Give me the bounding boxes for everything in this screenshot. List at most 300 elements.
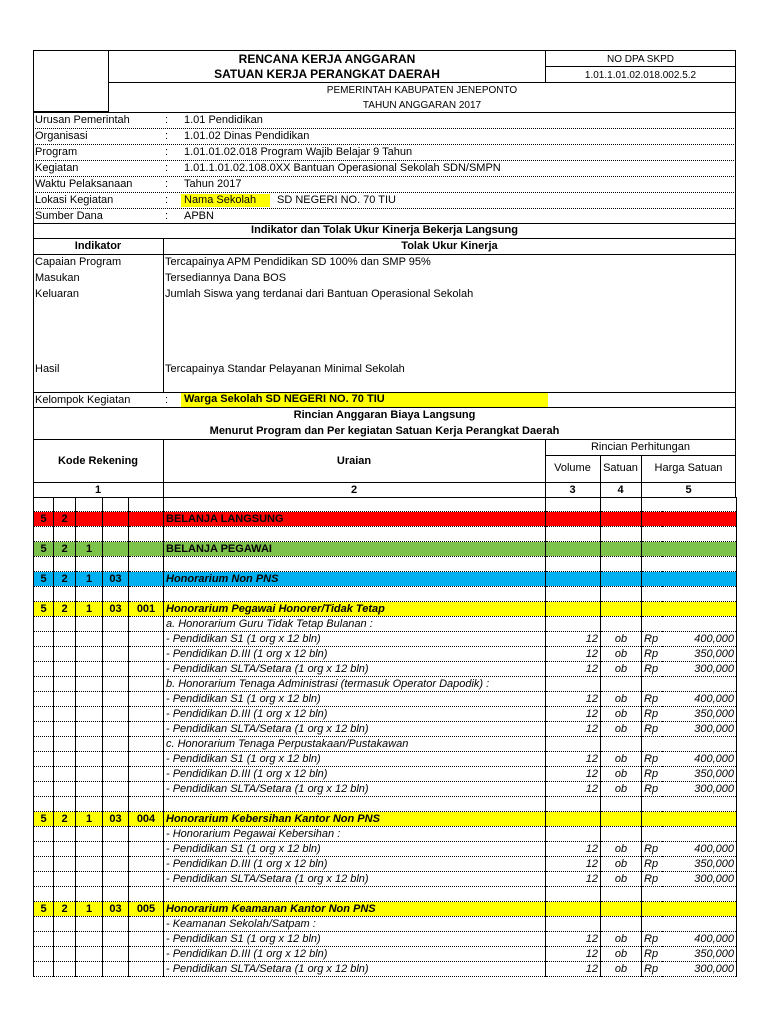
uraian-cell: BELANJA PEGAWAI: [164, 542, 546, 557]
kode-cell: [129, 917, 164, 932]
kode-cell: [54, 557, 76, 572]
kode-cell: [34, 887, 54, 902]
volume-cell: [546, 797, 601, 812]
satuan-cell: [601, 827, 642, 842]
info-value: Nama Sekolah: [181, 194, 270, 207]
kode-cell: 5: [34, 572, 54, 587]
volume-cell: [546, 602, 601, 617]
rp-cell: Rp: [642, 932, 662, 947]
harga-cell: [662, 557, 737, 572]
kode-cell: [129, 797, 164, 812]
kode-cell: [76, 722, 103, 737]
kode-cell: [76, 857, 103, 872]
kode-cell: [129, 857, 164, 872]
harga-cell: 300,000: [662, 662, 737, 677]
kode-cell: [129, 842, 164, 857]
uraian-cell: [164, 587, 546, 602]
kode-cell: [54, 587, 76, 602]
volume-cell: [546, 617, 601, 632]
indikator-label-keluaran: Keluaran: [35, 288, 80, 300]
rp-cell: [642, 617, 662, 632]
kode-cell: 03: [103, 572, 129, 587]
harga-cell: 300,000: [662, 722, 737, 737]
kode-cell: [54, 752, 76, 767]
uraian-cell: [164, 797, 546, 812]
kode-cell: [103, 947, 129, 962]
volume-cell: 12: [546, 932, 601, 947]
pemda-text: PEMERINTAH KABUPATEN JENEPONTO: [326, 85, 518, 96]
kode-cell: [54, 917, 76, 932]
kode-cell: [76, 782, 103, 797]
kode-cell: [54, 722, 76, 737]
kode-cell: [103, 647, 129, 662]
kode-cell: 2: [54, 512, 76, 527]
kode-cell: [34, 527, 54, 542]
kode-cell: [34, 662, 54, 677]
info-value: 1.01.1.01.02.108.0XX Bantuan Operasional Sekolah SDN/SMPN: [184, 162, 501, 174]
table-row: [34, 887, 737, 902]
table-row: [34, 722, 737, 737]
harga-cell: [662, 497, 737, 512]
kode-cell: [103, 767, 129, 782]
harga-cell: [662, 587, 737, 602]
rp-cell: Rp: [642, 752, 662, 767]
table-row: [34, 782, 737, 797]
harga-satuan-header: Harga Satuan: [654, 462, 723, 474]
kode-cell: [76, 707, 103, 722]
kode-cell: [54, 527, 76, 542]
info-label: Program: [35, 146, 78, 158]
kode-cell: [76, 527, 103, 542]
table-row: [34, 602, 737, 617]
kode-cell: [103, 797, 129, 812]
volume-cell: [546, 902, 601, 917]
kode-cell: 001: [129, 602, 164, 617]
table-row: [34, 572, 737, 587]
table-row: [34, 752, 737, 767]
volume-cell: 12: [546, 662, 601, 677]
satuan-cell: [601, 497, 642, 512]
table-row: [34, 797, 737, 812]
uraian-cell: Honorarium Kebersihan Kantor Non PNS: [164, 812, 546, 827]
kode-cell: 1: [76, 902, 103, 917]
kode-cell: [129, 617, 164, 632]
rp-cell: Rp: [642, 722, 662, 737]
kode-cell: [54, 932, 76, 947]
kode-cell: [129, 962, 164, 977]
uraian-cell: BELANJA LANGSUNG: [164, 512, 546, 527]
satuan-cell: ob: [601, 767, 642, 782]
kode-cell: [34, 767, 54, 782]
kode-cell: [129, 887, 164, 902]
kode-cell: [34, 647, 54, 662]
kode-cell: 2: [54, 542, 76, 557]
satuan-cell: ob: [601, 947, 642, 962]
satuan-cell: [601, 542, 642, 557]
uraian-cell: - Honorarium Pegawai Kebersihan :: [164, 827, 546, 842]
harga-cell: 400,000: [662, 692, 737, 707]
harga-cell: 300,000: [662, 962, 737, 977]
rp-cell: Rp: [642, 842, 662, 857]
kode-cell: [129, 557, 164, 572]
harga-cell: 400,000: [662, 752, 737, 767]
satuan-cell: [601, 737, 642, 752]
kelompok-value: Warga Sekolah SD NEGERI NO. 70 TIU: [181, 393, 548, 407]
volume-cell: [546, 512, 601, 527]
satuan-cell: ob: [601, 662, 642, 677]
kode-cell: [34, 557, 54, 572]
kode-cell: [76, 917, 103, 932]
kode-rekening-header: Kode Rekening: [57, 455, 139, 467]
kode-cell: [54, 497, 76, 512]
uraian-cell: - Pendidikan SLTA/Setara (1 org x 12 bln): [164, 662, 546, 677]
kode-cell: [76, 947, 103, 962]
kode-cell: 5: [34, 812, 54, 827]
kode-cell: [129, 512, 164, 527]
uraian-cell: - Pendidikan S1 (1 org x 12 bln): [164, 692, 546, 707]
kode-cell: 03: [103, 812, 129, 827]
volume-cell: 12: [546, 707, 601, 722]
kode-cell: [34, 497, 54, 512]
kode-cell: 2: [54, 602, 76, 617]
uraian-cell: [164, 497, 546, 512]
satuan-cell: [601, 887, 642, 902]
uraian-cell: [164, 887, 546, 902]
indikator-value-hasil: Tercapainya Standar Pelayanan Minimal Sekolah: [165, 363, 405, 375]
volume-cell: [546, 827, 601, 842]
kode-cell: [54, 737, 76, 752]
info-label: Organisasi: [35, 130, 88, 142]
rp-cell: Rp: [642, 647, 662, 662]
table-row: [34, 707, 737, 722]
kode-cell: [34, 617, 54, 632]
uraian-cell: c. Honorarium Tenaga Perpustakaan/Pustakawan: [164, 737, 546, 752]
kode-cell: [103, 677, 129, 692]
kode-cell: [129, 872, 164, 887]
kode-cell: [54, 767, 76, 782]
indikator-value-keluaran: Jumlah Siswa yang terdanai dari Bantuan Operasional Sekolah: [165, 288, 474, 300]
info-colon: :: [165, 194, 169, 206]
table-row: [34, 692, 737, 707]
rp-cell: [642, 902, 662, 917]
kode-cell: [34, 737, 54, 752]
kode-cell: [34, 872, 54, 887]
table-row: [34, 542, 737, 557]
kode-cell: [76, 587, 103, 602]
kode-cell: 1: [76, 812, 103, 827]
table-row: [34, 917, 737, 932]
satuan-cell: [601, 917, 642, 932]
volume-cell: 12: [546, 752, 601, 767]
table-row: [34, 962, 737, 977]
kode-cell: [34, 587, 54, 602]
info-value: 1.01.01.02.018 Program Wajib Belajar 9 Tahun: [184, 146, 413, 158]
kode-cell: [103, 932, 129, 947]
satuan-cell: [601, 797, 642, 812]
kode-cell: [34, 917, 54, 932]
rincian-perhitungan-header: Rincian Perhitungan: [590, 441, 691, 453]
kode-cell: [129, 692, 164, 707]
harga-cell: 400,000: [662, 932, 737, 947]
uraian-cell: - Pendidikan D.III (1 org x 12 bln): [164, 647, 546, 662]
kode-cell: [34, 692, 54, 707]
kode-cell: [34, 842, 54, 857]
kelompok-label: Kelompok Kegiatan: [35, 394, 131, 406]
indikator-col-header: Indikator: [74, 240, 122, 252]
kode-cell: [103, 617, 129, 632]
kelompok-colon: :: [165, 394, 169, 406]
harga-cell: [662, 617, 737, 632]
satuan-cell: ob: [601, 707, 642, 722]
kode-cell: [129, 707, 164, 722]
info-colon: :: [165, 162, 169, 174]
kode-cell: 5: [34, 602, 54, 617]
kode-cell: [54, 842, 76, 857]
kode-cell: [103, 857, 129, 872]
satuan-cell: [601, 677, 642, 692]
volume-cell: 12: [546, 947, 601, 962]
harga-cell: [662, 827, 737, 842]
kode-cell: [34, 947, 54, 962]
satuan-cell: [601, 587, 642, 602]
kode-cell: [54, 707, 76, 722]
kode-cell: [34, 632, 54, 647]
rp-cell: [642, 812, 662, 827]
kode-cell: [129, 752, 164, 767]
rincian-table: [33, 497, 737, 977]
info-row: [33, 209, 736, 224]
kode-cell: [76, 647, 103, 662]
table-row: [34, 587, 737, 602]
info-value: 1.01.02 Dinas Pendidikan: [184, 130, 310, 142]
header-title-2: SATUAN KERJA PERANGKAT DAERAH: [214, 67, 440, 81]
harga-cell: 350,000: [662, 947, 737, 962]
rp-cell: [642, 677, 662, 692]
kode-cell: [76, 617, 103, 632]
satuan-cell: ob: [601, 842, 642, 857]
kode-cell: [103, 752, 129, 767]
kode-cell: 2: [54, 812, 76, 827]
harga-cell: 350,000: [662, 707, 737, 722]
table-row: [34, 902, 737, 917]
kode-cell: [103, 722, 129, 737]
kode-cell: [76, 632, 103, 647]
kode-cell: [76, 692, 103, 707]
satuan-cell: [601, 617, 642, 632]
table-row: [34, 857, 737, 872]
harga-cell: 350,000: [662, 767, 737, 782]
volume-cell: 12: [546, 632, 601, 647]
uraian-cell: - Keamanan Sekolah/Satpam :: [164, 917, 546, 932]
harga-cell: 300,000: [662, 872, 737, 887]
table-row: [34, 512, 737, 527]
col-number-2: 2: [350, 484, 358, 496]
uraian-cell: - Pendidikan SLTA/Setara (1 org x 12 bln): [164, 872, 546, 887]
indikator-value-masukan: Tersediannya Dana BOS: [165, 272, 287, 284]
harga-cell: [662, 917, 737, 932]
rp-cell: Rp: [642, 662, 662, 677]
kode-cell: [76, 662, 103, 677]
satuan-cell: ob: [601, 632, 642, 647]
kode-cell: [76, 497, 103, 512]
uraian-cell: - Pendidikan S1 (1 org x 12 bln): [164, 932, 546, 947]
tolak-ukur-col-header: Tolak Ukur Kinerja: [401, 240, 498, 252]
uraian-cell: Honorarium Keamanan Kantor Non PNS: [164, 902, 546, 917]
table-row: [34, 932, 737, 947]
info-colon: :: [165, 114, 169, 126]
uraian-cell: - Pendidikan D.III (1 org x 12 bln): [164, 857, 546, 872]
uraian-cell: - Pendidikan S1 (1 org x 12 bln): [164, 632, 546, 647]
rincian-title-1: Rincian Anggaran Biaya Langsung: [293, 409, 476, 421]
kode-cell: [103, 542, 129, 557]
kode-cell: 005: [129, 902, 164, 917]
uraian-cell: [164, 557, 546, 572]
harga-cell: [662, 737, 737, 752]
table-row: [34, 647, 737, 662]
kode-cell: [54, 662, 76, 677]
kode-cell: [54, 947, 76, 962]
kode-cell: [129, 932, 164, 947]
kode-cell: [76, 842, 103, 857]
kode-cell: [76, 872, 103, 887]
kode-cell: [129, 527, 164, 542]
kode-cell: [129, 722, 164, 737]
uraian-cell: - Pendidikan SLTA/Setara (1 org x 12 bln): [164, 722, 546, 737]
volume-cell: [546, 812, 601, 827]
rincian-title-2: Menurut Program dan Per kegiatan Satuan Kerja Perangkat Daerah: [209, 425, 560, 437]
info-label: Urusan Pemerintah: [35, 114, 130, 126]
kode-cell: 5: [34, 512, 54, 527]
uraian-cell: - Pendidikan S1 (1 org x 12 bln): [164, 842, 546, 857]
rp-cell: Rp: [642, 692, 662, 707]
info-label: Lokasi Kegiatan: [35, 194, 114, 206]
info-label: Sumber Dana: [35, 210, 103, 222]
kode-cell: [129, 947, 164, 962]
uraian-cell: [164, 527, 546, 542]
rp-cell: [642, 527, 662, 542]
kode-cell: [103, 557, 129, 572]
table-row: [34, 737, 737, 752]
rp-cell: [642, 737, 662, 752]
satuan-cell: ob: [601, 872, 642, 887]
kode-cell: [76, 737, 103, 752]
kode-cell: [103, 782, 129, 797]
volume-cell: [546, 887, 601, 902]
uraian-cell: - Pendidikan D.III (1 org x 12 bln): [164, 947, 546, 962]
kode-cell: 2: [54, 572, 76, 587]
uraian-cell: - Pendidikan D.III (1 org x 12 bln): [164, 707, 546, 722]
rp-cell: Rp: [642, 962, 662, 977]
table-row: [34, 497, 737, 512]
kode-cell: [129, 767, 164, 782]
table-row: [34, 677, 737, 692]
satuan-cell: ob: [601, 647, 642, 662]
rp-cell: [642, 512, 662, 527]
kode-cell: [34, 722, 54, 737]
satuan-cell: ob: [601, 782, 642, 797]
uraian-cell: - Pendidikan SLTA/Setara (1 org x 12 bln): [164, 962, 546, 977]
rp-cell: Rp: [642, 767, 662, 782]
kode-cell: [103, 872, 129, 887]
info-colon: :: [165, 178, 169, 190]
header-title-1: RENCANA KERJA ANGGARAN: [238, 52, 416, 66]
rp-cell: [642, 827, 662, 842]
kode-cell: [76, 752, 103, 767]
info-colon: :: [165, 146, 169, 158]
dpa-label: NO DPA SKPD: [606, 54, 675, 65]
kode-cell: [103, 587, 129, 602]
harga-cell: 350,000: [662, 647, 737, 662]
header-logo-cell: [33, 50, 109, 112]
harga-cell: [662, 542, 737, 557]
info-value: 1.01 Pendidikan: [184, 114, 263, 126]
kode-cell: [76, 827, 103, 842]
info-label: Waktu Pelaksanaan: [35, 178, 133, 190]
satuan-cell: ob: [601, 722, 642, 737]
kode-cell: [129, 632, 164, 647]
tahun-anggaran: TAHUN ANGGARAN 2017: [362, 100, 482, 111]
harga-cell: 400,000: [662, 632, 737, 647]
kode-cell: [103, 527, 129, 542]
kode-cell: [103, 512, 129, 527]
volume-cell: 12: [546, 692, 601, 707]
col-number-4: 4: [617, 484, 624, 496]
satuan-cell: [601, 512, 642, 527]
rp-cell: Rp: [642, 947, 662, 962]
kode-cell: [54, 617, 76, 632]
satuan-cell: [601, 902, 642, 917]
info-value: APBN: [184, 210, 214, 222]
info-colon: :: [165, 130, 169, 142]
kode-cell: [103, 962, 129, 977]
harga-cell: [662, 887, 737, 902]
kode-cell: [129, 572, 164, 587]
uraian-cell: - Pendidikan SLTA/Setara (1 org x 12 bln): [164, 782, 546, 797]
rp-cell: [642, 587, 662, 602]
col-number-3: 3: [569, 484, 576, 496]
volume-cell: [546, 587, 601, 602]
table-row: [34, 827, 737, 842]
rp-cell: [642, 917, 662, 932]
info-colon: :: [165, 210, 169, 222]
kode-cell: [103, 842, 129, 857]
kode-cell: [103, 737, 129, 752]
kode-cell: [76, 962, 103, 977]
kode-cell: [129, 677, 164, 692]
kode-cell: [54, 647, 76, 662]
kode-cell: [129, 662, 164, 677]
kode-cell: [103, 827, 129, 842]
info-row: [33, 129, 736, 145]
kode-cell: [129, 782, 164, 797]
satuan-cell: [601, 572, 642, 587]
rp-cell: Rp: [642, 857, 662, 872]
kode-cell: [34, 782, 54, 797]
kode-cell: [54, 677, 76, 692]
rp-cell: Rp: [642, 782, 662, 797]
uraian-header: Uraian: [336, 455, 372, 467]
col-number-5: 5: [685, 484, 692, 496]
kode-cell: 2: [54, 902, 76, 917]
volume-cell: [546, 542, 601, 557]
rp-cell: [642, 497, 662, 512]
table-row: [34, 557, 737, 572]
kode-cell: 5: [34, 542, 54, 557]
volume-cell: [546, 497, 601, 512]
indikator-title: Indikator dan Tolak Ukur Kinerja Bekerja Langsung: [251, 224, 518, 236]
rp-cell: [642, 542, 662, 557]
kode-cell: [129, 542, 164, 557]
